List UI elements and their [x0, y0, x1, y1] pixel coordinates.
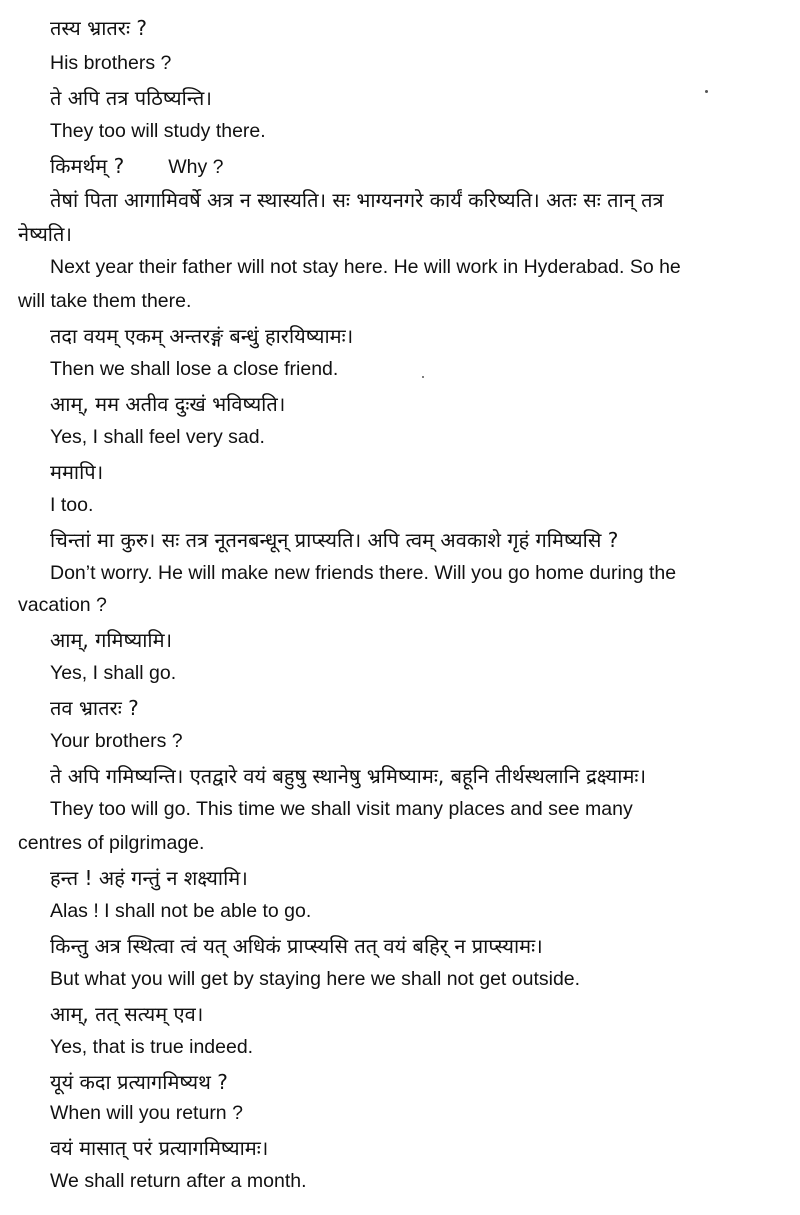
sanskrit-line: ममापि। — [50, 460, 104, 484]
english-line: We shall return after a month. — [50, 1170, 307, 1192]
scan-speck — [705, 90, 708, 93]
sanskrit-line: तव भ्रातरः ? — [50, 696, 139, 720]
english-line-continued: will take them there. — [18, 290, 192, 312]
english-line: Yes, I shall go. — [50, 662, 177, 684]
sanskrit-phrase: किमर्थम् ? — [50, 154, 125, 178]
english-line-continued: centres of pilgrimage. — [18, 832, 205, 854]
sanskrit-line: तस्य भ्रातरः ? — [50, 16, 147, 40]
english-line: Don’t worry. He will make new friends there. Will you go home during the — [50, 562, 677, 584]
sanskrit-line: ते अपि गमिष्यन्ति। एतद्वारे वयं बहुषु स्थानेषु भ्रमिष्यामः, बहूनि तीर्थस्थलानि द्रक्ष्यामः। — [50, 764, 647, 788]
sanskrit-line: तेषां पिता आगामिवर्षे अत्र न स्थास्यति। सः भाग्यनगरे कार्यं करिष्यति। अतः सः तान् तत्र — [50, 188, 664, 212]
english-line: I too. — [50, 494, 94, 516]
sanskrit-line: आम्, गमिष्यामि। — [50, 628, 173, 652]
english-line: When will you return ? — [50, 1102, 243, 1124]
english-line: Yes, I shall feel very sad. — [50, 426, 265, 448]
english-line: Yes, that is true indeed. — [50, 1036, 254, 1058]
english-line: Then we shall lose a close friend. — [50, 358, 339, 380]
english-line-continued: vacation ? — [18, 594, 107, 616]
english-line: But what you will get by staying here we shall not get outside. — [50, 968, 581, 990]
english-phrase: Why ? — [168, 156, 224, 178]
sanskrit-line: ते अपि तत्र पठिष्यन्ति। — [50, 86, 212, 110]
sanskrit-line: यूयं कदा प्रत्यागमिष्यथ ? — [50, 1070, 228, 1094]
english-line: They too will study there. — [50, 120, 266, 142]
dialogue-line-why — [0, 152, 800, 179]
english-line: They too will go. This time we shall visit many places and see many — [50, 798, 633, 820]
english-line: Your brothers ? — [50, 730, 183, 752]
sanskrit-line: तदा वयम् एकम् अन्तरङ्गं बन्धुं हारयिष्यामः। — [50, 324, 354, 348]
sanskrit-line: वयं मासात् परं प्रत्यागमिष्यामः। — [50, 1136, 269, 1160]
english-line: His brothers ? — [50, 52, 172, 74]
sanskrit-line: आम्, मम अतीव दुःखं भविष्यति। — [50, 392, 286, 416]
sanskrit-line: किन्तु अत्र स्थित्वा त्वं यत् अधिकं प्राप्स्यसि तत् वयं बहिर् न प्राप्स्यामः। — [50, 934, 543, 958]
english-line: Alas ! I shall not be able to go. — [50, 900, 312, 922]
sanskrit-line-continued: नेष्यति। — [18, 222, 72, 246]
sanskrit-line: आम्, तत् सत्यम् एव। — [50, 1002, 204, 1026]
scan-speck — [422, 376, 424, 378]
english-line: Next year their father will not stay here. He will work in Hyderabad. So he — [50, 256, 681, 278]
sanskrit-line: चिन्तां मा कुरु। सः तत्र नूतनबन्धून् प्राप्स्यति। अपि त्वम् अवकाशे गृहं गमिष्यसि ? — [50, 528, 619, 552]
sanskrit-line: हन्त ! अहं गन्तुं न शक्ष्यामि। — [50, 866, 248, 890]
